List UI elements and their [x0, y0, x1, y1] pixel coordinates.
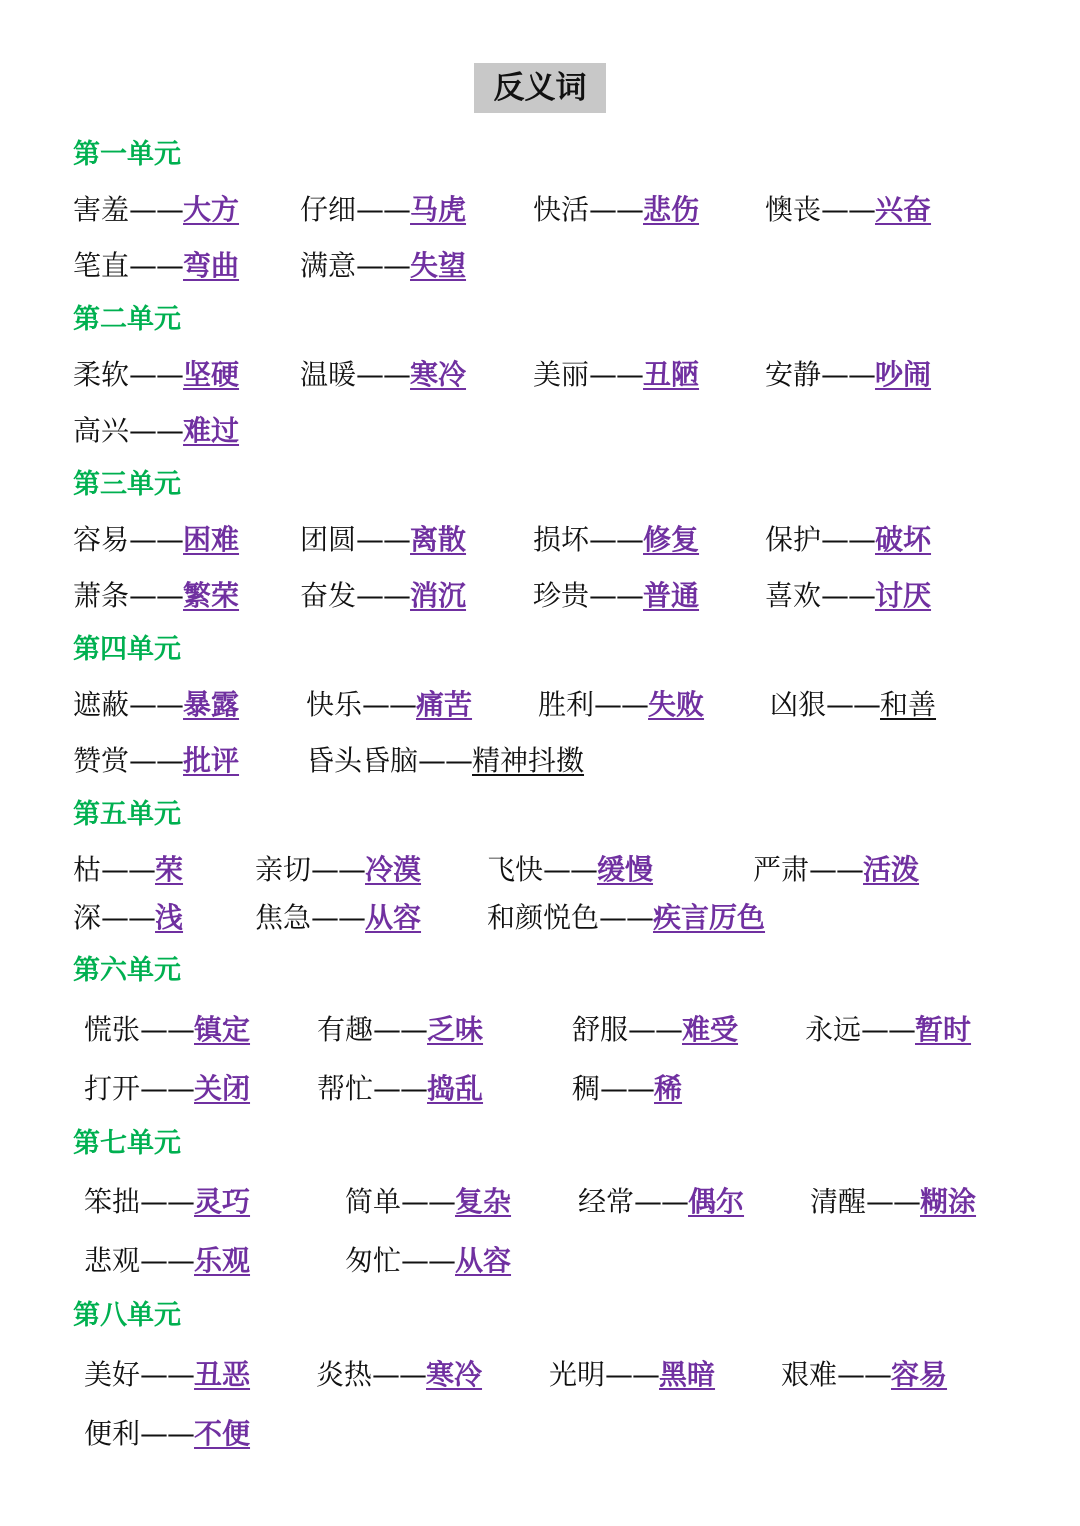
- antonym-answer: 吵闹: [875, 358, 932, 391]
- antonym-pair: [770, 685, 936, 725]
- antonym-answer: 缓慢: [597, 853, 654, 886]
- word: 和颜悦色: [487, 901, 600, 934]
- dash-separator: ——: [140, 1072, 195, 1105]
- word-pair-row: [0, 1069, 1080, 1109]
- dash-separator: ——: [861, 1013, 916, 1046]
- word: 凶狠: [770, 688, 827, 721]
- antonym-answer: 痛苦: [416, 688, 473, 721]
- word: 柔软: [73, 358, 130, 391]
- word: 保护: [765, 523, 822, 556]
- dash-separator: ——: [129, 414, 184, 447]
- unit-heading: 第七单元: [73, 1128, 181, 1159]
- antonym-pair: [300, 576, 466, 616]
- dash-separator: ——: [311, 901, 366, 934]
- word-pair-row: [0, 1241, 1080, 1281]
- antonym-answer: 难过: [183, 414, 240, 447]
- dash-separator: ——: [821, 193, 876, 226]
- antonym-answer: 离散: [410, 523, 467, 556]
- word: 悲观: [84, 1244, 141, 1277]
- antonym-pair: [805, 1010, 971, 1050]
- antonym-answer: 丑恶: [194, 1358, 251, 1391]
- word: 永远: [805, 1013, 862, 1046]
- antonym-pair: [345, 1241, 511, 1281]
- dash-separator: ——: [589, 358, 644, 391]
- antonym-pair: [73, 190, 251, 230]
- antonym-pair: [84, 1069, 250, 1109]
- antonym-answer: 寒冷: [410, 358, 467, 391]
- antonym-pair: [317, 1069, 483, 1109]
- word: 容易: [73, 523, 130, 556]
- word: 美丽: [533, 358, 590, 391]
- word: 便利: [84, 1417, 141, 1450]
- antonym-pair: [84, 1414, 250, 1454]
- antonym-answer: 马虎: [410, 193, 467, 226]
- word: 亲切: [255, 853, 312, 886]
- antonym-answer: 弯曲: [183, 249, 240, 282]
- word: 打开: [84, 1072, 141, 1105]
- dash-separator: ——: [362, 688, 417, 721]
- antonym-pair: [487, 898, 765, 938]
- dash-separator: ——: [311, 853, 366, 886]
- word: 有趣: [317, 1013, 374, 1046]
- dash-separator: ——: [543, 853, 598, 886]
- antonym-answer: 失望: [410, 249, 467, 282]
- word: 艰难: [781, 1358, 838, 1391]
- antonym-pair: [572, 1069, 682, 1109]
- dash-separator: ——: [837, 1358, 892, 1391]
- antonym-pair: [753, 850, 919, 890]
- dash-separator: ——: [140, 1417, 195, 1450]
- antonym-pair: [533, 190, 699, 230]
- dash-separator: ——: [129, 688, 184, 721]
- dash-separator: ——: [809, 853, 864, 886]
- word-pair-row: [0, 1010, 1080, 1050]
- antonym-answer: 糊涂: [920, 1185, 977, 1218]
- antonym-pair: [538, 685, 704, 725]
- antonym-answer: 冷漠: [365, 853, 422, 886]
- word: 慌张: [84, 1013, 141, 1046]
- dash-separator: ——: [401, 1185, 456, 1218]
- dash-separator: ——: [129, 193, 184, 226]
- antonym-answer: 困难: [183, 523, 240, 556]
- dash-separator: ——: [821, 523, 876, 556]
- antonym-answer: 活泼: [863, 853, 920, 886]
- dash-separator: ——: [401, 1244, 456, 1277]
- antonym-pair: [578, 1182, 744, 1222]
- word: 枯: [73, 853, 102, 886]
- antonym-pair: [487, 850, 665, 890]
- antonym-pair: [781, 1355, 947, 1395]
- word: 仔细: [300, 193, 357, 226]
- word-pair-row: [0, 685, 1080, 725]
- antonym-answer: 失败: [648, 688, 705, 721]
- antonym-pair: [300, 190, 478, 230]
- dash-separator: ——: [140, 1013, 195, 1046]
- antonym-answer: 修复: [643, 523, 700, 556]
- unit-heading: 第四单元: [73, 634, 181, 665]
- antonym-pair: [316, 1355, 482, 1395]
- dash-separator: ——: [866, 1185, 921, 1218]
- antonym-pair: [533, 355, 699, 395]
- dash-separator: ——: [101, 853, 156, 886]
- antonym-answer: 难受: [682, 1013, 739, 1046]
- word-pair-row: [0, 850, 1080, 890]
- dash-separator: ——: [589, 523, 644, 556]
- antonym-pair: [533, 520, 699, 560]
- antonym-pair: [73, 520, 239, 560]
- antonym-pair: [73, 576, 239, 616]
- dash-separator: ——: [129, 358, 184, 391]
- dash-separator: ——: [821, 358, 876, 391]
- unit-heading: 第一单元: [73, 139, 181, 170]
- antonym-pair: [765, 576, 931, 616]
- antonym-answer: 坚硬: [183, 358, 240, 391]
- antonym-pair: [73, 741, 239, 781]
- antonym-pair: [73, 850, 183, 890]
- word: 光明: [549, 1358, 606, 1391]
- word: 高兴: [73, 414, 130, 447]
- word: 稠: [572, 1072, 601, 1105]
- antonym-answer: 精神抖擞: [472, 744, 585, 777]
- dash-separator: ——: [140, 1244, 195, 1277]
- dash-separator: ——: [129, 523, 184, 556]
- antonym-answer: 繁荣: [183, 579, 240, 612]
- antonym-pair: [73, 411, 239, 451]
- antonym-answer: 乐观: [194, 1244, 251, 1277]
- antonym-pair: [300, 520, 466, 560]
- antonym-answer: 容易: [891, 1358, 948, 1391]
- antonym-answer: 从容: [455, 1244, 512, 1277]
- word: 焦急: [255, 901, 312, 934]
- word: 奋发: [300, 579, 357, 612]
- antonym-answer: 暴露: [183, 688, 240, 721]
- dash-separator: ——: [372, 1358, 427, 1391]
- dash-separator: ——: [356, 249, 411, 282]
- antonym-pair: [572, 1010, 750, 1050]
- antonym-answer: 暂时: [915, 1013, 972, 1046]
- antonym-pair: [533, 576, 699, 616]
- antonym-answer: 荣: [155, 853, 184, 886]
- dash-separator: ——: [634, 1185, 689, 1218]
- antonym-answer: 乏味: [427, 1013, 484, 1046]
- word: 严肃: [753, 853, 810, 886]
- unit-heading: 第三单元: [73, 469, 181, 500]
- dash-separator: ——: [356, 193, 411, 226]
- word: 遮蔽: [73, 688, 130, 721]
- antonym-answer: 浅: [155, 901, 184, 934]
- dash-separator: ——: [373, 1072, 428, 1105]
- antonym-pair: [73, 685, 239, 725]
- word: 懊丧: [765, 193, 822, 226]
- antonym-pair: [255, 898, 421, 938]
- antonym-pair: [300, 246, 466, 286]
- unit-heading: 第二单元: [73, 304, 181, 335]
- antonym-pair: [73, 898, 183, 938]
- dash-separator: ——: [356, 523, 411, 556]
- antonym-answer: 丑陋: [643, 358, 700, 391]
- dash-separator: ——: [599, 901, 654, 934]
- antonym-pair: [549, 1355, 715, 1395]
- antonym-pair: [306, 741, 584, 781]
- unit-heading: 第五单元: [73, 799, 181, 830]
- dash-separator: ——: [418, 744, 473, 777]
- word: 团圆: [300, 523, 357, 556]
- antonym-pair: [73, 246, 239, 286]
- antonym-pair: [765, 520, 931, 560]
- dash-separator: ——: [140, 1185, 195, 1218]
- antonym-answer: 消沉: [410, 579, 467, 612]
- antonym-answer: 偶尔: [688, 1185, 745, 1218]
- antonym-answer: 从容: [365, 901, 422, 934]
- word: 匆忙: [345, 1244, 402, 1277]
- word: 清醒: [810, 1185, 867, 1218]
- word: 飞快: [487, 853, 544, 886]
- word: 深: [73, 901, 102, 934]
- word: 炎热: [316, 1358, 373, 1391]
- word: 快活: [533, 193, 590, 226]
- word-pair-row: [0, 411, 1080, 451]
- antonym-pair: [84, 1355, 250, 1395]
- antonym-answer: 批评: [183, 744, 240, 777]
- word: 喜欢: [765, 579, 822, 612]
- antonym-pair: [317, 1010, 483, 1050]
- word: 损坏: [533, 523, 590, 556]
- word-pair-row: [0, 355, 1080, 395]
- word-pair-row: [0, 898, 1080, 938]
- unit-heading: 第六单元: [73, 955, 181, 986]
- antonym-pair: [765, 190, 931, 230]
- word: 害羞: [73, 193, 130, 226]
- word: 昏头昏脑: [306, 744, 419, 777]
- antonym-answer: 镇定: [194, 1013, 251, 1046]
- dash-separator: ——: [628, 1013, 683, 1046]
- antonym-answer: 复杂: [455, 1185, 512, 1218]
- dash-separator: ——: [605, 1358, 660, 1391]
- antonym-pair: [84, 1241, 250, 1281]
- word: 笔直: [73, 249, 130, 282]
- antonym-answer: 破坏: [875, 523, 932, 556]
- word-pair-row: [0, 1414, 1080, 1454]
- dash-separator: ——: [589, 193, 644, 226]
- antonym-answer: 讨厌: [875, 579, 932, 612]
- antonym-pair: [300, 355, 466, 395]
- word-pair-row: [0, 1355, 1080, 1395]
- word-pair-row: [0, 576, 1080, 616]
- word-pair-row: [0, 1182, 1080, 1222]
- antonym-pair: [765, 355, 931, 395]
- word: 帮忙: [317, 1072, 374, 1105]
- antonym-answer: 不便: [194, 1417, 251, 1450]
- antonym-pair: [345, 1182, 511, 1222]
- antonym-answer: 和善: [880, 688, 937, 721]
- word: 经常: [578, 1185, 635, 1218]
- word-pair-row: [0, 741, 1080, 781]
- dash-separator: ——: [356, 579, 411, 612]
- antonym-answer: 灵巧: [194, 1185, 251, 1218]
- dash-separator: ——: [356, 358, 411, 391]
- word: 珍贵: [533, 579, 590, 612]
- dash-separator: ——: [140, 1358, 195, 1391]
- dash-separator: ——: [129, 744, 184, 777]
- antonym-pair: [73, 355, 239, 395]
- dash-separator: ——: [129, 579, 184, 612]
- antonym-pair: [84, 1010, 250, 1050]
- antonym-pair: [255, 850, 421, 890]
- dash-separator: ——: [821, 579, 876, 612]
- antonym-answer: 兴奋: [875, 193, 932, 226]
- word: 赞赏: [73, 744, 130, 777]
- word: 快乐: [306, 688, 363, 721]
- antonym-answer: 疾言厉色: [653, 901, 766, 934]
- antonym-pair: [84, 1182, 250, 1222]
- word-pair-row: [0, 520, 1080, 560]
- dash-separator: ——: [373, 1013, 428, 1046]
- word: 简单: [345, 1185, 402, 1218]
- antonym-answer: 捣乱: [427, 1072, 484, 1105]
- word-pair-row: [0, 190, 1080, 230]
- antonym-answer: 悲伤: [643, 193, 700, 226]
- unit-heading: 第八单元: [73, 1300, 181, 1331]
- word-pair-row: [0, 246, 1080, 286]
- word: 满意: [300, 249, 357, 282]
- word: 舒服: [572, 1013, 629, 1046]
- dash-separator: ——: [826, 688, 881, 721]
- antonym-answer: 稀: [654, 1072, 683, 1105]
- antonym-answer: 关闭: [194, 1072, 251, 1105]
- page-title: 反义词: [474, 63, 606, 113]
- dash-separator: ——: [600, 1072, 655, 1105]
- dash-separator: ——: [129, 249, 184, 282]
- antonym-pair: [306, 685, 472, 725]
- antonym-answer: 大方: [183, 193, 240, 226]
- word: 笨拙: [84, 1185, 141, 1218]
- antonym-answer: 普通: [643, 579, 700, 612]
- word: 温暖: [300, 358, 357, 391]
- dash-separator: ——: [101, 901, 156, 934]
- antonym-answer: 黑暗: [659, 1358, 716, 1391]
- word: 萧条: [73, 579, 130, 612]
- dash-separator: ——: [594, 688, 649, 721]
- word: 安静: [765, 358, 822, 391]
- word: 美好: [84, 1358, 141, 1391]
- dash-separator: ——: [589, 579, 644, 612]
- antonym-answer: 寒冷: [426, 1358, 483, 1391]
- antonym-pair: [810, 1182, 976, 1222]
- word: 胜利: [538, 688, 595, 721]
